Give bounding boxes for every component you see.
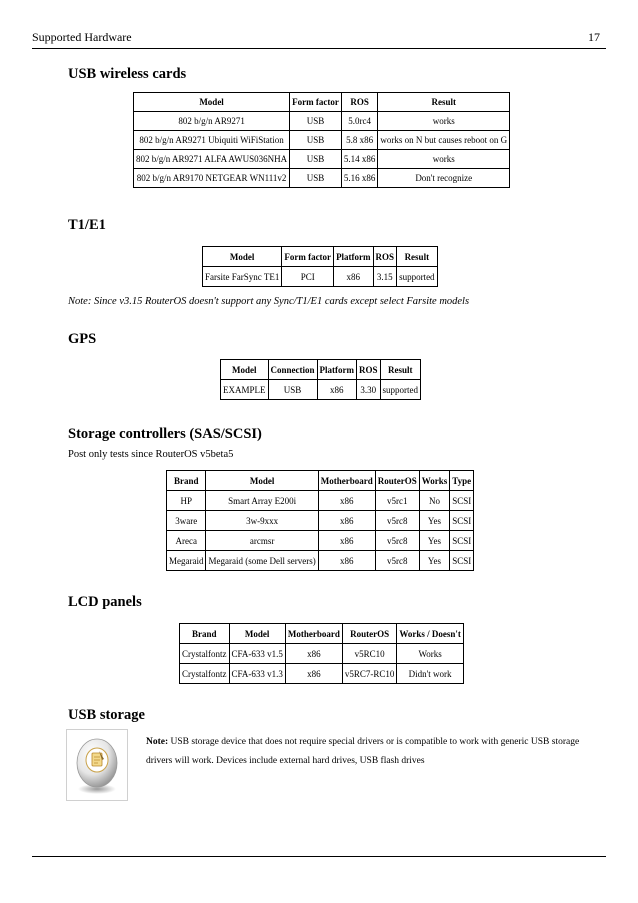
usb-storage-note	[146, 733, 591, 771]
table-cell: Yes	[419, 531, 450, 551]
table-cell: 802 b/g/n AR9271	[134, 112, 290, 131]
t1e1-table	[202, 246, 438, 287]
table-cell: USB	[290, 169, 342, 188]
note-icon	[66, 729, 128, 801]
column-header: Model	[221, 360, 269, 380]
table-cell: 3.15	[373, 267, 397, 287]
table-cell: v5RC7-RC10	[342, 664, 397, 684]
column-header: Brand	[167, 471, 206, 491]
column-header: ROS	[341, 93, 378, 112]
heading-storage-controllers: Storage controllers (SAS/SCSI)	[68, 426, 262, 442]
table-cell: Megaraid	[167, 551, 206, 571]
table-cell: USB	[268, 380, 317, 400]
table-row	[167, 491, 474, 511]
table-cell: supported	[397, 267, 438, 287]
page-number: 17	[588, 30, 600, 44]
table-cell: x86	[317, 380, 356, 400]
column-header: Model	[134, 93, 290, 112]
table-row	[180, 664, 464, 684]
table-cell: arcmsr	[206, 531, 318, 551]
table-row	[167, 551, 474, 571]
table-header-row	[167, 471, 474, 491]
column-header: Platform	[334, 247, 373, 267]
table-row	[167, 511, 474, 531]
table-cell: x86	[334, 267, 373, 287]
table-cell: Areca	[167, 531, 206, 551]
t1e1-note: Note: Since v3.15 RouterOS doesn't support any Sync/T1/E1 cards except select Farsite models	[68, 296, 470, 307]
table-header-row	[221, 360, 421, 380]
table-cell: CFA-633 v1.5	[229, 644, 285, 664]
table-cell: Works	[397, 644, 464, 664]
heading-lcd-panels: LCD panels	[68, 594, 142, 610]
table-cell: 802 b/g/n AR9271 ALFA AWUS036NHA	[134, 150, 290, 169]
table-cell: Crystalfontz	[180, 664, 230, 684]
table-cell: v5rc8	[375, 511, 419, 531]
column-header: ROS	[357, 360, 381, 380]
table-cell: EXAMPLE	[221, 380, 269, 400]
table-cell: v5rc8	[375, 551, 419, 571]
table-cell: Megaraid (some Dell servers)	[206, 551, 318, 571]
table-cell: SCSI	[450, 511, 474, 531]
lcd-panels-table	[179, 623, 464, 684]
column-header: Result	[380, 360, 421, 380]
table-cell: Crystalfontz	[180, 644, 230, 664]
table-row	[134, 112, 510, 131]
table-cell: Don't recognize	[378, 169, 510, 188]
table-row	[221, 380, 421, 400]
column-header: Model	[203, 247, 282, 267]
table-cell: CFA-633 v1.3	[229, 664, 285, 684]
column-header: Connection	[268, 360, 317, 380]
heading-usb-wireless: USB wireless cards	[68, 66, 187, 82]
note-text: USB storage device that does not require special drivers or is compatible to work with generic USB storage drivers will work. Devices include external hard drives, USB flash drives	[146, 737, 580, 766]
column-header: Form factor	[282, 247, 334, 267]
column-header: RouterOS	[342, 624, 397, 644]
table-cell: 802 b/g/n AR9170 NETGEAR WN111v2	[134, 169, 290, 188]
table-cell: USB	[290, 131, 342, 150]
column-header: Motherboard	[285, 624, 342, 644]
note-label: Note:	[146, 737, 169, 747]
table-cell: Didn't work	[397, 664, 464, 684]
table-cell: HP	[167, 491, 206, 511]
column-header: Form factor	[290, 93, 342, 112]
running-header-title: Supported Hardware	[32, 30, 132, 44]
table-cell: Smart Array E200i	[206, 491, 318, 511]
table-cell: x86	[318, 531, 375, 551]
table-row	[180, 644, 464, 664]
footer-rule	[32, 856, 606, 857]
table-cell: 3.30	[357, 380, 381, 400]
table-row	[167, 531, 474, 551]
column-header: Result	[378, 93, 510, 112]
table-cell: Yes	[419, 551, 450, 571]
column-header: RouterOS	[375, 471, 419, 491]
heading-t1e1: T1/E1	[68, 217, 106, 233]
table-cell: Yes	[419, 511, 450, 531]
table-cell: x86	[285, 644, 342, 664]
table-cell: 3w-9xxx	[206, 511, 318, 531]
column-header: Works	[419, 471, 450, 491]
column-header: Model	[229, 624, 285, 644]
storage-controllers-intro: Post only tests since RouterOS v5beta5	[68, 449, 234, 460]
table-cell: SCSI	[450, 491, 474, 511]
table-row	[134, 150, 510, 169]
table-cell: supported	[380, 380, 421, 400]
running-header	[32, 30, 606, 49]
table-cell: works	[378, 112, 510, 131]
table-cell: No	[419, 491, 450, 511]
table-cell: USB	[290, 112, 342, 131]
table-cell: v5rc1	[375, 491, 419, 511]
heading-gps: GPS	[68, 331, 97, 347]
table-header-row	[180, 624, 464, 644]
gps-table	[220, 359, 421, 400]
usb-wireless-table	[133, 92, 510, 188]
storage-controllers-table	[166, 470, 474, 571]
table-cell: x86	[318, 491, 375, 511]
table-cell: 5.16 x86	[341, 169, 378, 188]
column-header: ROS	[373, 247, 397, 267]
column-header: Model	[206, 471, 318, 491]
table-row	[134, 169, 510, 188]
table-header-row	[134, 93, 510, 112]
table-row	[134, 131, 510, 150]
table-cell: USB	[290, 150, 342, 169]
table-cell: PCI	[282, 267, 334, 287]
column-header: Platform	[317, 360, 356, 380]
table-cell: v5rc8	[375, 531, 419, 551]
heading-usb-storage: USB storage	[68, 707, 145, 723]
table-cell: 3ware	[167, 511, 206, 531]
column-header: Motherboard	[318, 471, 375, 491]
table-cell: Farsite FarSync TE1	[203, 267, 282, 287]
table-cell: x86	[318, 551, 375, 571]
table-cell: 5.0rc4	[341, 112, 378, 131]
table-cell: SCSI	[450, 531, 474, 551]
column-header: Brand	[180, 624, 230, 644]
table-cell: SCSI	[450, 551, 474, 571]
column-header: Works / Doesn't	[397, 624, 464, 644]
table-row	[203, 267, 438, 287]
table-cell: 5.8 x86	[341, 131, 378, 150]
table-cell: x86	[318, 511, 375, 531]
table-cell: works on N but causes reboot on G	[378, 131, 510, 150]
table-cell: 5.14 x86	[341, 150, 378, 169]
table-header-row	[203, 247, 438, 267]
table-cell: 802 b/g/n AR9271 Ubiquiti WiFiStation	[134, 131, 290, 150]
table-cell: x86	[285, 664, 342, 684]
column-header: Type	[450, 471, 474, 491]
column-header: Result	[397, 247, 438, 267]
table-cell: works	[378, 150, 510, 169]
table-cell: v5RC10	[342, 644, 397, 664]
